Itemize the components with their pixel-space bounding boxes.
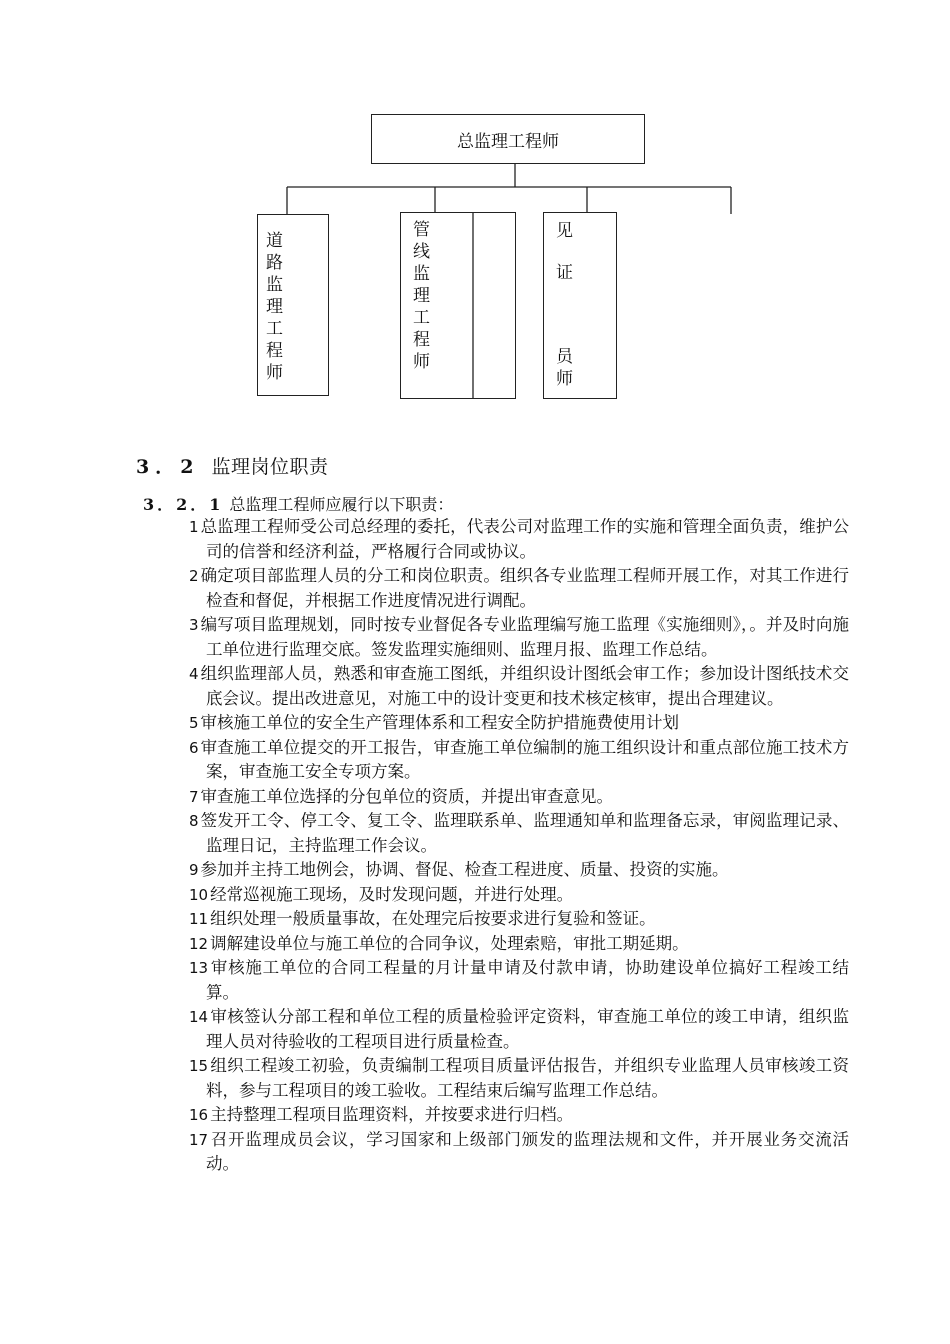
item-text: 审查施工单位提交的开工报告，审查施工单位编制的施工组织设计和重点部位施工技术方案，审查施工安全专项方案。: [200, 737, 849, 781]
list-item: [189, 711, 849, 736]
item-text: 审核签认分部工程和单位工程的质量检验评定资料，审查施工单位的竣工申请，组织监理人员对待验收的工程项目进行质量检查。: [206, 1007, 849, 1051]
char: 管: [413, 220, 430, 240]
subsection-heading: [143, 492, 453, 515]
item-text: 审查施工单位选择的分包单位的资质，并提出审查意见。: [200, 786, 614, 806]
char: 见: [556, 221, 573, 241]
item-number: 10: [189, 885, 209, 904]
list-item: [189, 662, 849, 711]
list-item: [189, 809, 849, 858]
char: 监: [266, 275, 283, 295]
item-number: 15: [189, 1057, 209, 1075]
char: 程: [266, 341, 283, 361]
subsection-number: 3．2．1: [143, 495, 224, 514]
char: 员: [556, 347, 573, 367]
char: 路: [266, 253, 283, 273]
item-text: 总监理工程师受公司总经理的委托，代表公司对监理工作的实施和管理全面负责，维护公司的信誉和经济利益，严格履行合同或协议。: [200, 517, 849, 561]
item-text: 组织工程竣工初验，负责编制工程项目质量评估报告，并组织专业监理人员审核竣工资料，参与工程项目的竣工验收。工程结束后编写监理工作总结。: [206, 1056, 849, 1100]
item-text: 审核施工单位的安全生产管理体系和工程安全防护措施费使用计划: [200, 713, 680, 732]
item-number: 1: [189, 518, 199, 536]
list-item: [189, 785, 849, 810]
section-number: 3．2: [136, 456, 200, 478]
char: 理: [413, 286, 430, 306]
item-text: 调解建设单位与施工单位的合同争议，处理索赔，审批工期延期。: [210, 933, 689, 953]
section-heading: [136, 452, 328, 479]
list-item: [189, 564, 849, 613]
char: 程: [413, 330, 430, 350]
org-chart: [0, 0, 950, 420]
item-number: 11: [189, 910, 209, 928]
duties-list: [189, 515, 849, 1177]
item-text: 确定项目部监理人员的分工和岗位职责。组织各专业监理工程师开展工作，对其工作进行检查和督促，并根据工作进度情况进行调配。: [200, 566, 849, 610]
item-number: 8: [189, 812, 199, 830]
item-text: 组织监理部人员，熟悉和审查施工图纸，并组织设计图纸会审工作；参加设计图纸技术交底会议。提出改进意见，对施工中的设计变更和技术核定核审，提出合理建议。: [200, 664, 849, 708]
list-item: [189, 956, 849, 1005]
list-item: [189, 1128, 849, 1177]
item-text: 主持整理工程项目监理资料，并按要求进行归档。: [210, 1105, 574, 1124]
section-title: 监理岗位职责: [211, 456, 329, 478]
item-number: 7: [189, 787, 199, 806]
char: 道: [266, 231, 283, 251]
item-number: 17: [189, 1130, 209, 1149]
char: 理: [266, 297, 283, 317]
list-item: [189, 736, 849, 785]
item-number: 16: [189, 1106, 209, 1124]
item-text: 签发开工令、停工令、复工令、监理联系单、监理通知单和监理备忘录，审阅监理记录、监理日记，主持监理工作会议。: [200, 811, 849, 855]
chief-supervisor-box: [371, 114, 645, 164]
list-item: [189, 613, 849, 662]
char: 工: [266, 319, 283, 339]
pipeline-engineer-label: [413, 219, 430, 373]
item-text: 经常巡视施工现场，及时发现问题，并进行处理。: [210, 884, 574, 904]
list-item: [189, 1103, 849, 1128]
list-item: [189, 515, 849, 564]
item-number: 14: [189, 1008, 209, 1026]
item-text: 组织处理一般质量事故，在处理完后按要求进行复验和签证。: [210, 909, 656, 928]
char: 线: [413, 242, 430, 262]
item-number: 2: [189, 567, 199, 585]
list-item: [189, 1054, 849, 1103]
char: 师: [266, 363, 283, 383]
item-number: 13: [189, 959, 209, 977]
list-item: [189, 1005, 849, 1054]
list-item: [189, 858, 849, 883]
item-text: 召开监理成员会议，学习国家和上级部门颁发的监理法规和文件，并开展业务交流活动。: [206, 1129, 849, 1173]
item-text: 参加并主持工地例会，协调、督促、检查工程进度、质量、投资的实施。: [200, 860, 729, 879]
list-item: [189, 907, 849, 932]
char: 工: [413, 308, 430, 328]
item-number: 3: [189, 616, 199, 634]
char: 监: [413, 264, 430, 284]
char: 师: [413, 352, 430, 372]
list-item: [189, 932, 849, 957]
item-number: 5: [189, 714, 199, 732]
chief-supervisor-label: 总监理工程师: [457, 131, 559, 152]
subsection-title: 总监理工程师应履行以下职责：: [229, 495, 454, 514]
road-engineer-label: [266, 230, 283, 384]
item-number: 4: [189, 665, 199, 683]
witness-label: [556, 220, 573, 390]
char: 证: [556, 263, 573, 283]
witness-box: [543, 212, 617, 399]
list-item: [189, 883, 849, 908]
item-number: 9: [189, 861, 199, 879]
item-number: 6: [189, 738, 199, 757]
item-number: 12: [189, 934, 209, 953]
item-text: 编写项目监理规划，同时按专业督促各专业监理编写施工监理《实施细则》，。并及时向施工单位进行监理交底。签发监理实施细则、监理月报、监理工作总结。: [200, 615, 849, 659]
char: 师: [556, 369, 573, 389]
item-text: 审核施工单位的合同工程量的月计量申请及付款申请，协助建设单位搞好工程竣工结算。: [206, 958, 849, 1002]
